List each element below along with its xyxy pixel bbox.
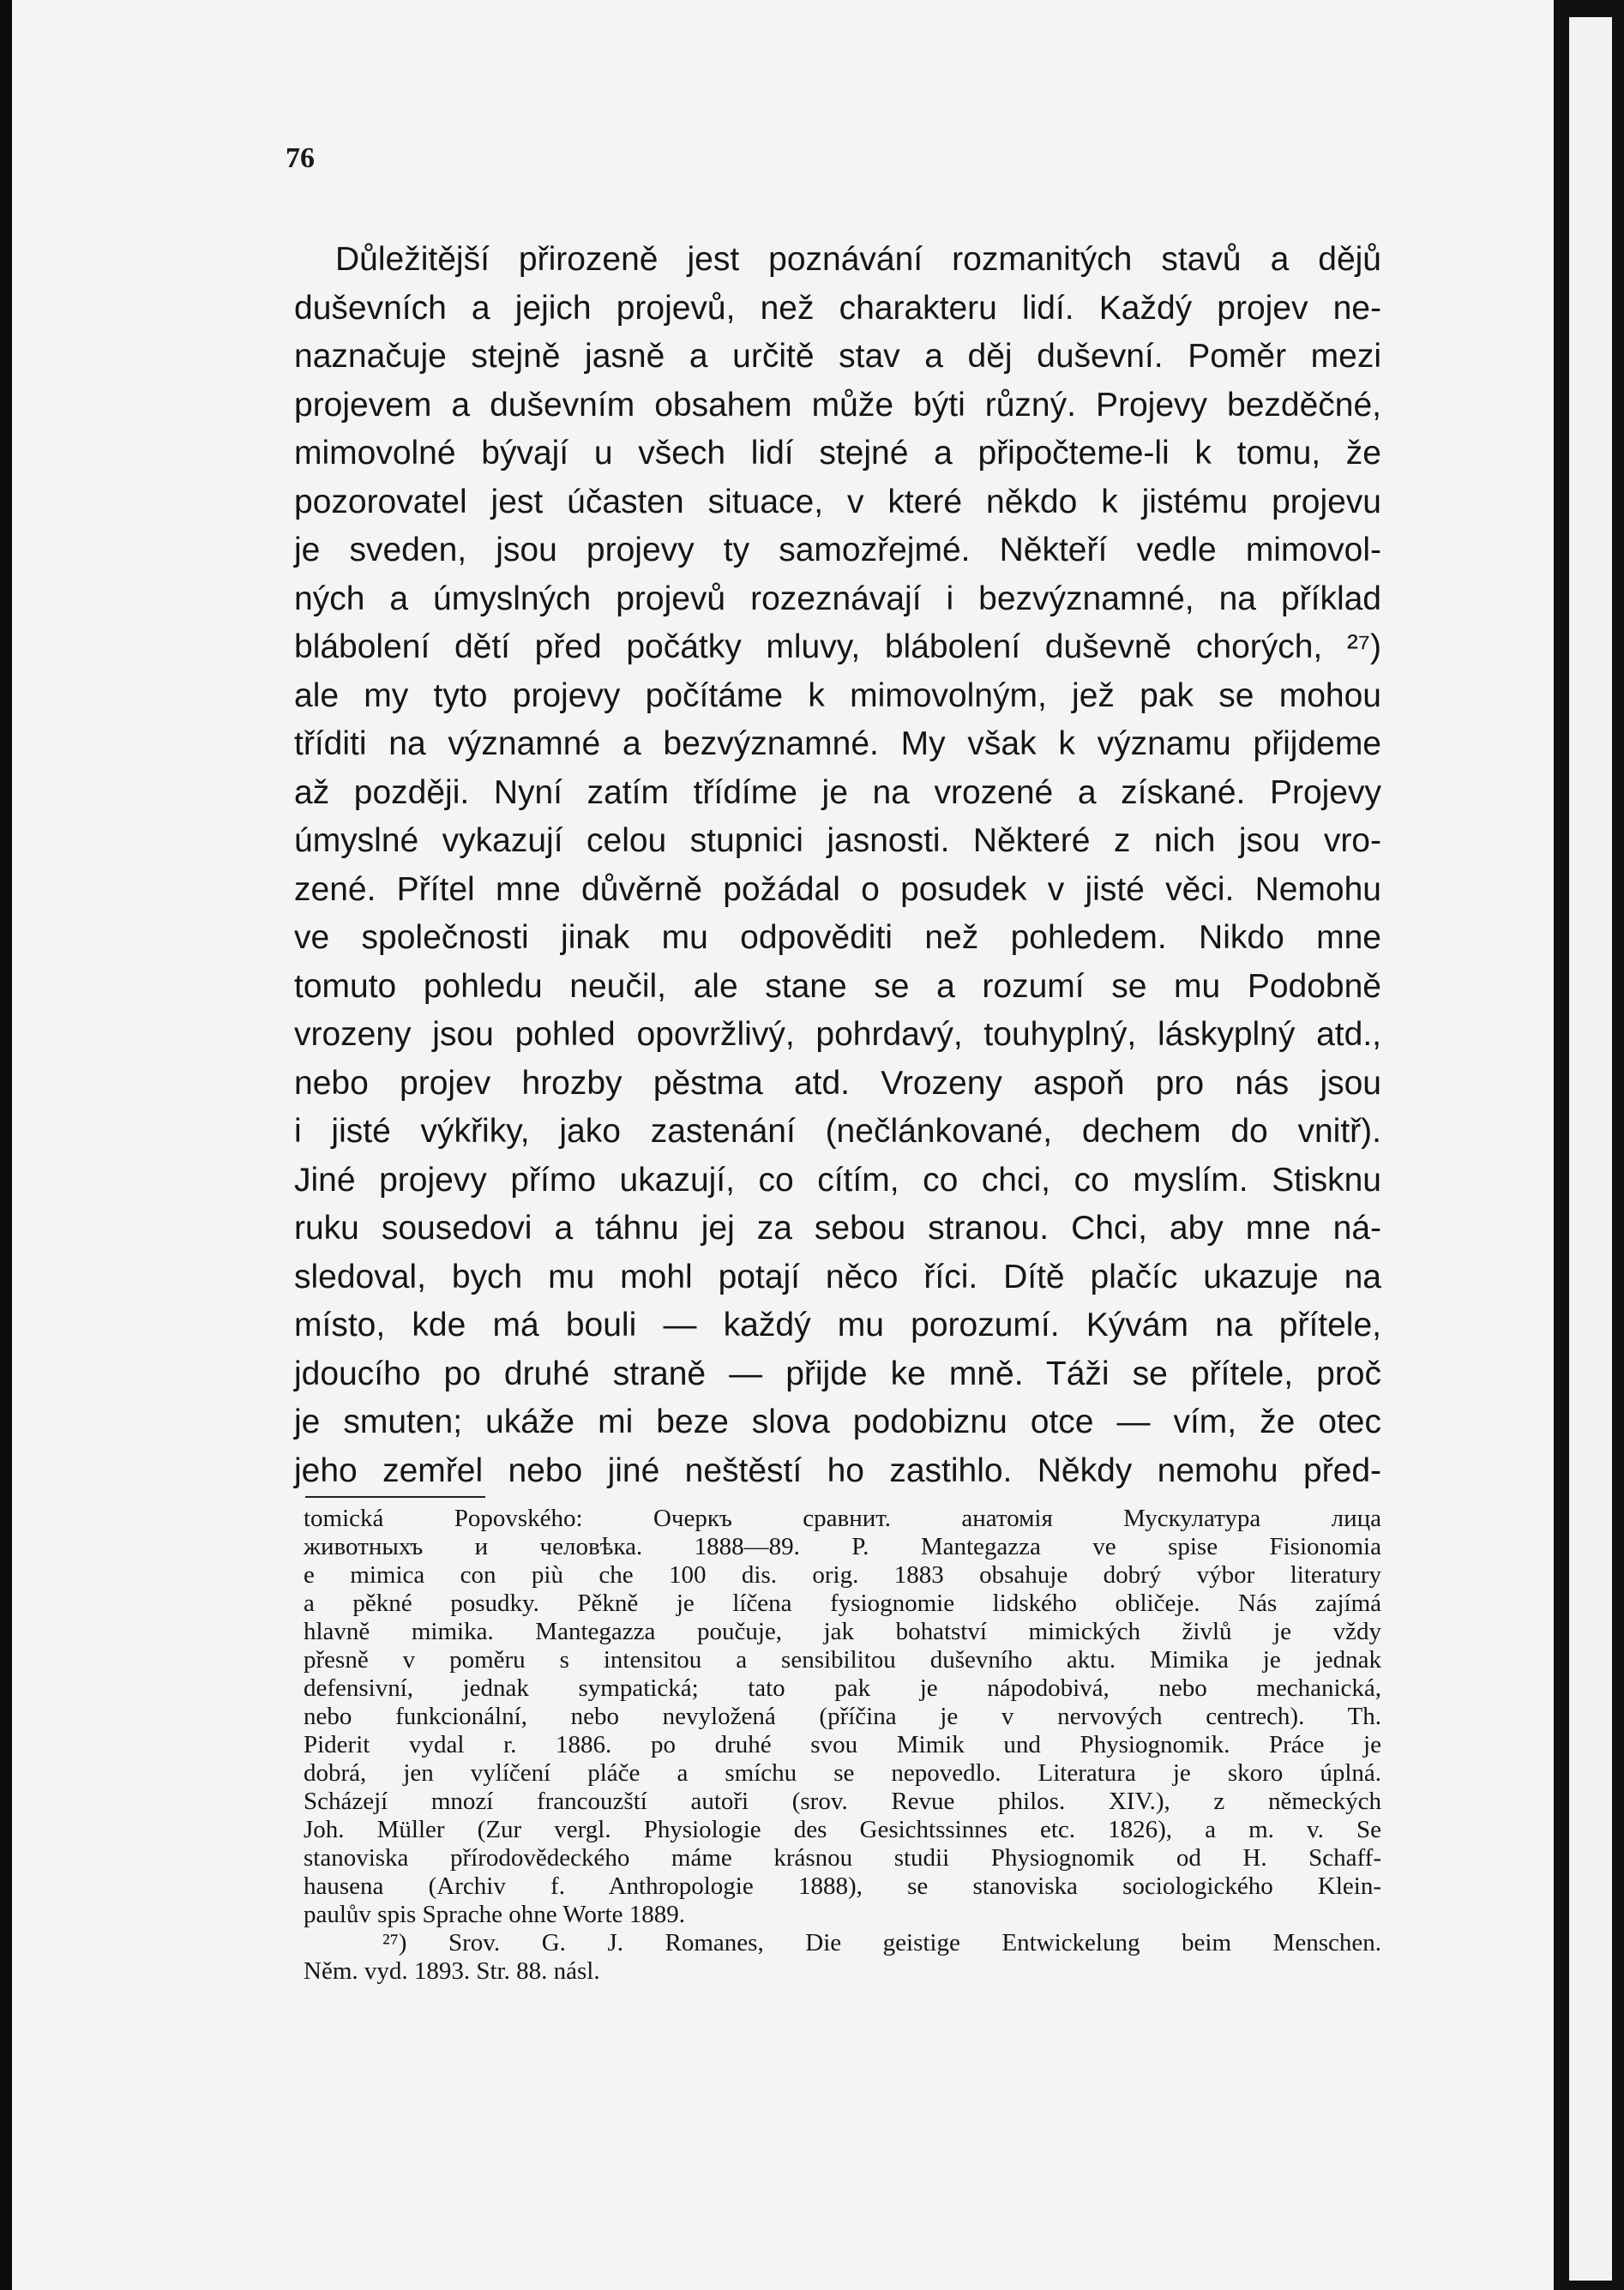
footnote-line: stanoviska přírodovědeckého máme krásnou studii Physiognomik od H. Schaff- (304, 1844, 1381, 1872)
body-text (294, 236, 1381, 1495)
body-line: jeho zemřel nebo jiné neštěstí ho zastihlo. Někdy nemohu před- (294, 1452, 1381, 1489)
body-line: je sveden, jsou projevy ty samozřejmé. Někteří vedle mimovol- (294, 532, 1381, 568)
body-line: místo, kde má bouli — každý mu porozumí. Kývám na přítele, (294, 1307, 1381, 1343)
body-line: vrozeny jsou pohled opovržlivý, pohrdavý, touhyplný, láskyplný atd., (294, 1016, 1381, 1053)
body-line: je smuten; ukáže mi beze slova podobiznu otce — vím, že otec (294, 1403, 1381, 1440)
footnote-line: Piderit vydal r. 1886. po druhé svou Mimik und Physiognomik. Práce je (304, 1731, 1381, 1758)
body-line: zené. Přítel mne důvěrně požádal o posudek v jisté věci. Nemohu (294, 870, 1381, 908)
footnote-line: přesně v poměru s intensitou a sensibilitou duševního aktu. Mimika je jednak (304, 1646, 1381, 1674)
footnote-line: ²⁷) Srov. G. J. Romanes, Die geistige Entwickelung beim Menschen. (382, 1929, 1381, 1956)
footnote-line: животныхъ и человѣка. 1888—89. P. Mantegazza ve spise Fisionomia (304, 1533, 1381, 1560)
footnote-line: e mimica con più che 100 dis. orig. 1883 obsahuje dobrý výbor literatury (304, 1561, 1381, 1589)
body-line: ale my tyto projevy počítáme k mimovolným, jež pak se mohou (294, 676, 1381, 714)
body-line: ve společnosti jinak mu odpověditi než pohledem. Nikdo mne (294, 919, 1381, 956)
body-line: ruku sousedovi a táhnu jej za sebou stranou. Chci, aby mne ná- (294, 1210, 1381, 1247)
body-line: až později. Nyní zatím třídíme je na vrozené a získané. Projevy (294, 773, 1381, 811)
body-line: pozorovatel jest účasten situace, v které někdo k jistému projevu (294, 483, 1381, 520)
body-line: tomuto pohledu neučil, ale stane se a rozumí se mu Podobně (294, 967, 1381, 1005)
footnote-line: Joh. Müller (Zur vergl. Physiologie des Gesichtssinnes etc. 1826), a m. v. Se (304, 1816, 1381, 1843)
footnote-line: dobrá, jen vylíčení pláče a smíchu se nepovedlo. Literatura je skoro úplná. (304, 1759, 1381, 1787)
footnote-line: hausena (Archiv f. Anthropologie 1888), se stanoviska sociologického Klein- (304, 1872, 1381, 1900)
next-page-sliver (1569, 17, 1612, 2281)
body-line: projevem a duševním obsahem může býti různý. Projevy bezděčné, (294, 386, 1381, 424)
body-line: mimovolné bývají u všech lidí stejné a připočteme-li k tomu, že (294, 435, 1381, 472)
body-line: ných a úmyslných projevů rozeznávají i bezvýznamné, na příklad (294, 580, 1381, 617)
footnote-line: Něm. vyd. 1893. Str. 88. násl. (304, 1957, 600, 1985)
footnote-line: a pěkné posudky. Pěkně je líčena fysiognomie lidského obličeje. Nás zajímá (304, 1590, 1381, 1617)
body-line: sledoval, bych mu mohl potají něco říci. Dítě plačíc ukazuje na (294, 1258, 1381, 1295)
body-line: Jiné projevy přímo ukazují, co cítím, co chci, co myslím. Stisknu (294, 1161, 1381, 1199)
footnote-line: nebo funkcionální, nebo nevyložená (příčina je v nervových centrech). Th. (304, 1703, 1381, 1730)
footnote-line: paulův spis Sprache ohne Worte 1889. (304, 1901, 685, 1928)
page-number: 76 (286, 142, 315, 174)
footnote-line: tomická Popovského: Очеркъ сравнит. анатомія Мускулатура лица (304, 1505, 1381, 1532)
body-line: naznačuje stejně jasně a určitě stav a děj duševní. Poměr mezi (294, 338, 1381, 375)
body-line: duševních a jejich projevů, než charakteru lidí. Každý projev ne- (294, 289, 1381, 327)
footnotes (304, 1505, 1381, 1986)
body-line: nebo projev hrozby pěstma atd. Vrozeny aspoň pro nás jsou (294, 1064, 1381, 1102)
body-line: Důležitější přirozeně jest poznávání rozmanitých stavů a dějů (335, 241, 1381, 278)
adjacent-page-edge (1554, 0, 1624, 2290)
footnote-line: Scházejí mnozí francouzští autoři (srov. Revue philos. XIV.), z německých (304, 1788, 1381, 1815)
body-line: i jisté výkřiky, jako zastenání (nečlánkované, dechem do vnitř). (294, 1113, 1381, 1150)
body-line: tříditi na významné a bezvýznamné. My však k významu přijdeme (294, 725, 1381, 762)
body-line: úmyslné vykazují celou stupnici jasnosti. Některé z nich jsou vro- (294, 822, 1381, 859)
footnote-line: defensivní, jednak sympatická; tato pak je nápodobivá, nebo mechanická, (304, 1674, 1381, 1702)
footnote-divider (305, 1496, 485, 1498)
body-line: jdoucího po druhé straně — přijde ke mně. Táži se přítele, proč (294, 1355, 1381, 1392)
body-line: blábolení dětí před počátky mluvy, blábolení duševně chorých, ²⁷) (294, 628, 1381, 665)
footnote-line: hlavně mimika. Mantegazza poučuje, jak bohatství mimických živlů je vždy (304, 1618, 1381, 1645)
